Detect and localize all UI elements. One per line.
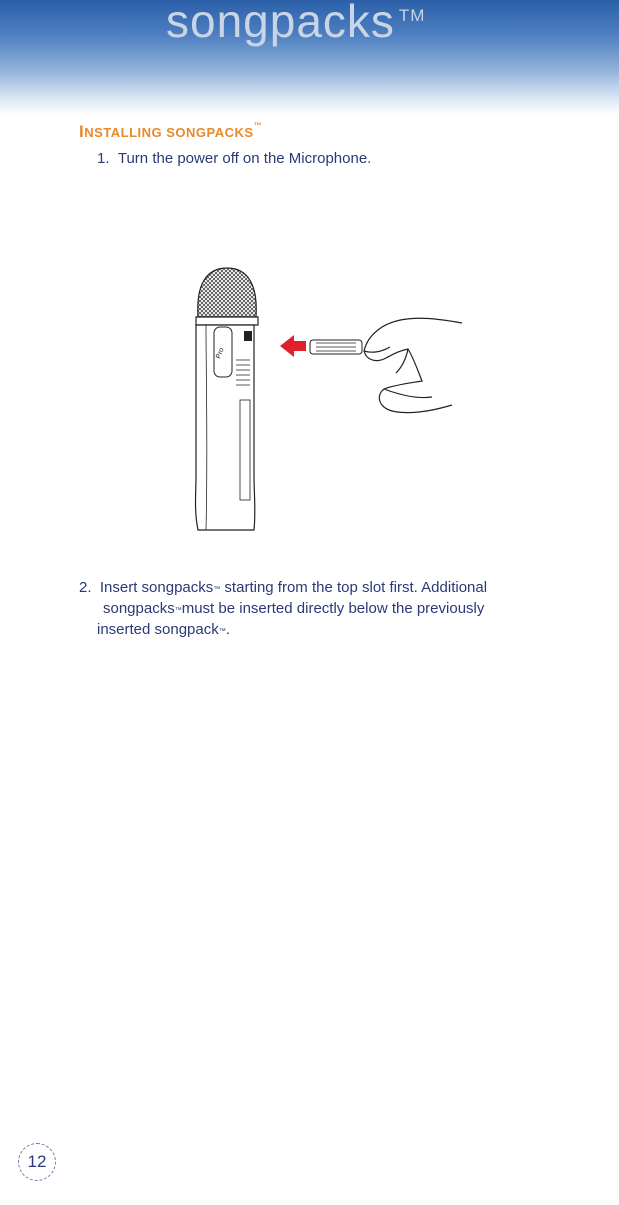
step-2-trademark-1: ™ xyxy=(213,586,221,593)
section-title xyxy=(79,122,262,142)
step-2-text-e: inserted songpack xyxy=(97,621,219,638)
section-title-rest: NSTALLING SONGPACKS xyxy=(84,125,254,140)
step-1 xyxy=(97,150,371,167)
header-trademark: TM xyxy=(398,6,426,25)
microphone-illustration xyxy=(170,255,480,540)
section-title-initial: I xyxy=(79,122,85,141)
step-2-line-1 xyxy=(79,577,487,598)
page-number: 12 xyxy=(18,1143,56,1181)
step-2-text-f: . xyxy=(225,621,230,638)
step-2-text-a: Insert songpacks xyxy=(99,579,214,596)
step-2-text-d: must be inserted directly below the previously xyxy=(181,600,485,617)
step-1-number: 1. xyxy=(97,150,110,167)
hand-illustration xyxy=(364,318,462,412)
microphone-body xyxy=(196,268,259,530)
header-title xyxy=(166,0,425,48)
step-2-text-b: starting from the top slot first. Additional xyxy=(220,579,488,596)
step-2-trademark-2: ™ xyxy=(174,607,182,614)
page-header-banner xyxy=(0,0,619,115)
step-2-text-c: songpacks xyxy=(103,600,175,617)
insert-arrow xyxy=(280,335,306,357)
svg-text:Pro: Pro xyxy=(215,347,226,360)
step-2-number: 2. xyxy=(79,579,92,596)
step-2-trademark-3: ™ xyxy=(218,628,226,635)
step-1-text: Turn the power off on the Microphone. xyxy=(117,150,372,167)
step-2 xyxy=(79,577,487,640)
step-2-line-2 xyxy=(79,598,487,619)
step-2-line-3 xyxy=(79,619,487,640)
section-title-trademark: ™ xyxy=(253,121,263,130)
header-title-text: songpacks xyxy=(166,0,395,47)
songpack-card xyxy=(310,340,362,354)
